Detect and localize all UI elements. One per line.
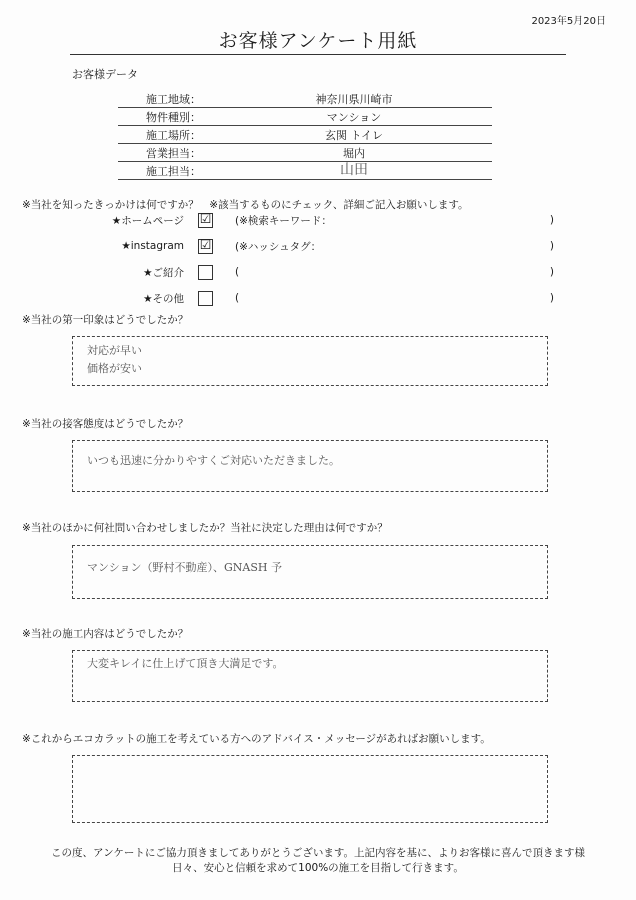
option-label: ★ホームページ [111, 214, 184, 227]
info-value: マンション [326, 111, 382, 124]
question-other-companies: ※当社のほかに何社問い合わせしましたか？当社に決定した理由は何ですか？ [22, 522, 388, 534]
answer-box-advice-message[interactable] [72, 755, 548, 823]
option-label: ★その他 [143, 292, 184, 305]
customer-data-label: お客様データ [72, 68, 138, 81]
answer-box-construction-quality[interactable] [72, 650, 548, 702]
answer-text: いつも迅速に分かりやすくご対応いただきました。 [87, 454, 340, 467]
title-underline [70, 54, 566, 55]
info-row-location [118, 126, 492, 144]
question-how-found: ※当社を知ったきっかけは何ですか？ ※該当するものにチェック、詳細ご記入お願いします。 [22, 199, 469, 211]
info-key: 施工担当： [146, 165, 201, 178]
checkbox-other[interactable] [198, 291, 213, 306]
option-label: ★ご紹介 [143, 266, 184, 279]
info-key: 物件種別： [146, 111, 201, 124]
answer-box-first-impression[interactable] [72, 336, 548, 386]
info-row-property [118, 108, 492, 126]
answer-text: マンション（野村不動産）、GNASH 予 [87, 561, 282, 574]
option-label: ★instagram [121, 240, 184, 252]
option-detail: ( [235, 292, 240, 304]
option-close: ) [549, 214, 554, 226]
option-close: ) [549, 292, 554, 304]
checkbox-homepage[interactable]: ☑ [199, 211, 212, 227]
answer-text: 大変キレイに仕上げて頂き大満足です。 [87, 657, 284, 670]
footer-line: 日々、安心と信頼を求めて100%の施工を目指して行きます。 [172, 862, 464, 874]
info-key: 施工場所： [146, 129, 201, 142]
info-value: 神奈川県川崎市 [315, 93, 393, 106]
option-detail: ( [235, 266, 240, 278]
footer-line: この度、アンケートにご協力頂きましてありがとうございます。上記内容を基に、よりお客様に喜んで頂きます様 [50, 847, 586, 859]
checkbox-referral[interactable] [198, 265, 213, 280]
answer-box-service-attitude[interactable] [72, 440, 548, 492]
info-value-handwritten: 山田 [340, 162, 368, 178]
option-close: ) [549, 240, 554, 252]
info-key: 施工地域： [146, 93, 201, 106]
footer-message [0, 846, 636, 876]
answer-line: 価格が安い [87, 362, 142, 375]
question-advice-message: ※これからエコカラットの施工を考えている方へのアドバイス・メッセージがあればお願いします。 [22, 733, 491, 745]
option-detail: (※検索キーワード： [235, 214, 332, 227]
info-value: 堀内 [343, 147, 365, 160]
customer-info-table [118, 90, 492, 180]
info-row-area [118, 90, 492, 108]
option-other [84, 288, 554, 308]
checkbox-instagram[interactable]: ☑ [199, 237, 212, 253]
question-first-impression: ※当社の第一印象はどうでしたか？ [22, 314, 189, 326]
option-homepage [84, 210, 554, 230]
page-title: お客様アンケート用紙 [218, 30, 418, 52]
option-referral [84, 262, 554, 282]
option-instagram [84, 236, 554, 256]
info-key: 営業担当： [146, 147, 201, 160]
question-service-attitude: ※当社の接客態度はどうでしたか？ [22, 418, 189, 430]
date: 2023年5月20日 [531, 16, 606, 27]
answer-box-other-companies[interactable] [72, 545, 548, 599]
info-value: 玄関 トイレ [325, 129, 383, 142]
option-detail: (※ハッシュタグ： [235, 240, 322, 253]
option-close: ) [549, 266, 554, 278]
answer-line: 対応が早い [87, 344, 142, 357]
question-construction-quality: ※当社の施工内容はどうでしたか？ [22, 628, 189, 640]
info-row-installer [118, 162, 492, 180]
